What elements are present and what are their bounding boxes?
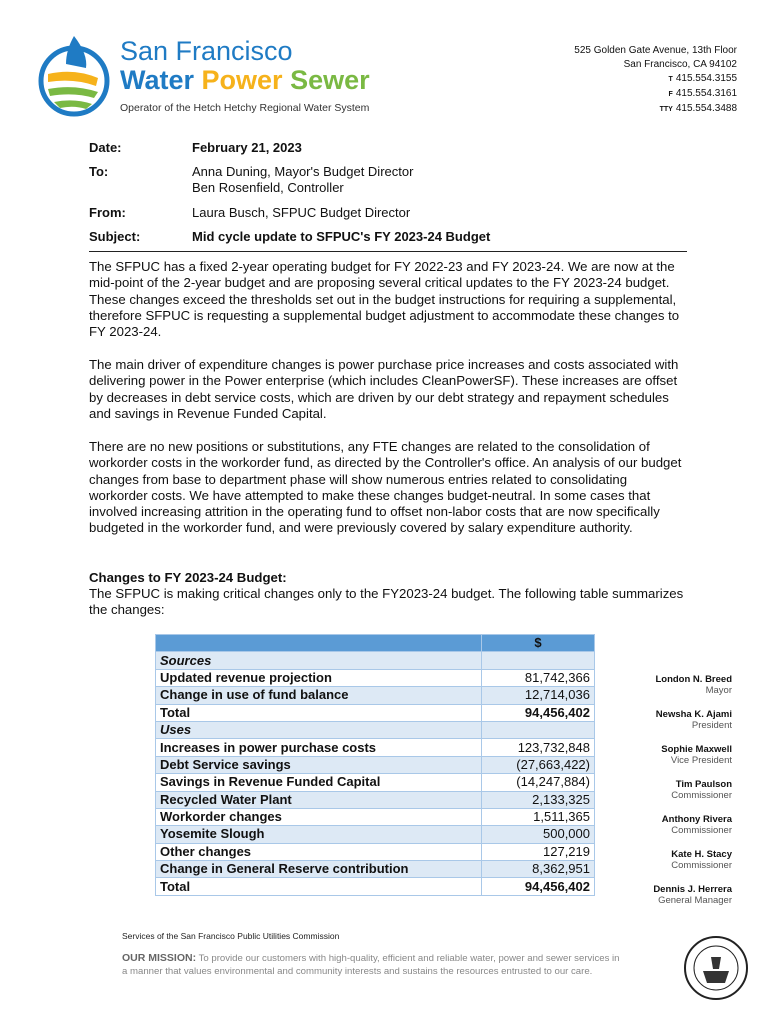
- phone-f: [574, 87, 737, 102]
- row-label: Change in General Reserve contribution: [156, 861, 482, 878]
- commissioners-list: [653, 674, 732, 919]
- divider: [89, 251, 687, 252]
- row-value: 127,219: [482, 843, 595, 860]
- row-label: Increases in power purchase costs: [156, 739, 482, 756]
- section-row: [156, 652, 595, 669]
- logo-water: Water: [120, 65, 195, 95]
- water-drop-logo-icon: [36, 34, 114, 118]
- t-number: 415.554.3155: [675, 73, 737, 84]
- table-row: [156, 808, 595, 825]
- row-label: Sources: [156, 652, 482, 669]
- paragraph-2: The main driver of expenditure changes is power purchase price increases and costs associated with delivering power in the Power enterprise (which includes CleanPowerSF). These increases are offset by decreases in debt service costs, which are driven by our debt strategy and repayment schedules and savings in Revenue Funded Capital.: [89, 357, 679, 421]
- row-value: 500,000: [482, 826, 595, 843]
- header-dollar: $: [482, 635, 595, 652]
- row-value: [482, 721, 595, 738]
- row-value: 123,732,848: [482, 739, 595, 756]
- row-value: 1,511,365: [482, 808, 595, 825]
- commissioner-name: Tim Paulson: [675, 779, 732, 790]
- logo-tagline: Operator of the Hetch Hetchy Regional Water System: [120, 102, 370, 114]
- f-label: F: [668, 91, 673, 98]
- commissioner-title: Vice President: [670, 755, 732, 766]
- row-label: Recycled Water Plant: [156, 791, 482, 808]
- city-seal-icon: [683, 935, 749, 1001]
- logo-line2: [120, 65, 370, 96]
- logo-sewer: Sewer: [290, 65, 370, 95]
- row-label: Total: [156, 704, 482, 721]
- table-row: [156, 756, 595, 773]
- table-row: [156, 843, 595, 860]
- address-block: [574, 44, 737, 117]
- commissioner-title: President: [691, 720, 732, 731]
- commissioner-name: Newsha K. Ajami: [655, 709, 732, 720]
- commissioner-name: Anthony Rivera: [661, 814, 732, 825]
- mission-text: To provide our customers with high-quality, efficient and reliable water, power and sewer services in a manner that values environmental and community interests and sustains the resources entrusted to our care.: [122, 953, 620, 978]
- row-label: Debt Service savings: [156, 756, 482, 773]
- row-value: (14,247,884): [482, 774, 595, 791]
- row-label: Savings in Revenue Funded Capital: [156, 774, 482, 791]
- phone-tty: [574, 102, 737, 117]
- row-value: (27,663,422): [482, 756, 595, 773]
- row-label: Yosemite Slough: [156, 826, 482, 843]
- commissioner-title: Commissioner: [671, 790, 732, 801]
- paragraph-1: The SFPUC has a fixed 2-year operating budget for FY 2022-23 and FY 2023-24. We are now at the mid-point of the 2-year budget and are proposing several critical updates to the FY 2023-24 budget. These changes exceed the thresholds set out in the budget instructions for requiring a supplemental, therefore SFPUC is requesting a supplemental budget adjustment to accommodate these changes to FY 2023-24.: [89, 259, 680, 340]
- budget-table: [155, 634, 595, 896]
- row-value: 12,714,036: [482, 687, 595, 704]
- total-row: [156, 878, 595, 895]
- from-value: Laura Busch, SFPUC Budget Director: [192, 205, 411, 220]
- commissioner-name: Kate H. Stacy: [671, 849, 732, 860]
- table-row: [156, 826, 595, 843]
- total-row: [156, 704, 595, 721]
- subject-value: Mid cycle update to SFPUC's FY 2023-24 Budget: [192, 229, 491, 244]
- header-empty: [156, 635, 482, 652]
- commissioner-name: London N. Breed: [655, 674, 732, 685]
- row-value: 81,742,366: [482, 669, 595, 686]
- row-value: 94,456,402: [482, 878, 595, 895]
- row-label: Change in use of fund balance: [156, 687, 482, 704]
- to-recipient-1: Anna Duning, Mayor's Budget Director: [192, 164, 414, 179]
- commissioner-title: General Manager: [658, 895, 732, 906]
- f-number: 415.554.3161: [675, 88, 737, 99]
- row-value: 2,133,325: [482, 791, 595, 808]
- table-row: [156, 687, 595, 704]
- from-label: From:: [89, 205, 126, 220]
- row-label: Total: [156, 878, 482, 895]
- commissioner-title: Commissioner: [671, 860, 732, 871]
- commissioner-title: Commissioner: [671, 825, 732, 836]
- table-row: [156, 791, 595, 808]
- commissioner-name: Dennis J. Herrera: [653, 884, 732, 895]
- row-value: [482, 652, 595, 669]
- row-label: Workorder changes: [156, 808, 482, 825]
- paragraph-4: The SFPUC is making critical changes only to the FY2023-24 budget. The following table summarizes the changes:: [89, 586, 684, 618]
- mission-label: OUR MISSION:: [122, 952, 197, 964]
- to-recipient-2: Ben Rosenfield, Controller: [192, 180, 344, 195]
- t-label: T: [668, 76, 673, 83]
- logo-power: Power: [201, 65, 283, 95]
- row-value: 8,362,951: [482, 861, 595, 878]
- row-label: Uses: [156, 721, 482, 738]
- subject-label: Subject:: [89, 229, 141, 244]
- date-label: Date:: [89, 140, 122, 155]
- section-heading: Changes to FY 2023-24 Budget:: [89, 570, 287, 585]
- table-row: [156, 774, 595, 791]
- table-row: [156, 669, 595, 686]
- address-street: 525 Golden Gate Avenue, 13th Floor: [574, 45, 737, 56]
- row-label: Updated revenue projection: [156, 669, 482, 686]
- tty-number: 415.554.3488: [675, 103, 737, 114]
- commissioner-name: Sophie Maxwell: [661, 744, 732, 755]
- row-value: 94,456,402: [482, 704, 595, 721]
- commissioner-title: Mayor: [705, 685, 732, 696]
- paragraph-3: There are no new positions or substitutions, any FTE changes are related to the consolidation of workorder costs in the workorder fund, as directed by the Controller's office. An analysis of our budget changes from base to department phase will show numerous entries related to consolidating workorder costs. We have attempted to make these changes budget-neutral. In some cases that involved increasing attrition in the operating fund to offset non-labor costs that are now specifically budgeted in the workorder fund, and were previously covered by salary expenditure authority.: [89, 439, 682, 536]
- date-value: February 21, 2023: [192, 140, 302, 155]
- table-row: [156, 739, 595, 756]
- table-row: [156, 861, 595, 878]
- logo-line1: San Francisco: [120, 36, 293, 66]
- phone-t: [574, 72, 737, 87]
- mission-statement: [122, 952, 622, 979]
- row-label: Other changes: [156, 843, 482, 860]
- to-label: To:: [89, 164, 109, 179]
- tty-label: TTY: [659, 106, 673, 113]
- sfpuc-logo: [36, 34, 376, 118]
- address-city: San Francisco, CA 94102: [623, 59, 737, 70]
- section-row: [156, 721, 595, 738]
- footer-services: Services of the San Francisco Public Utilities Commission: [122, 931, 340, 941]
